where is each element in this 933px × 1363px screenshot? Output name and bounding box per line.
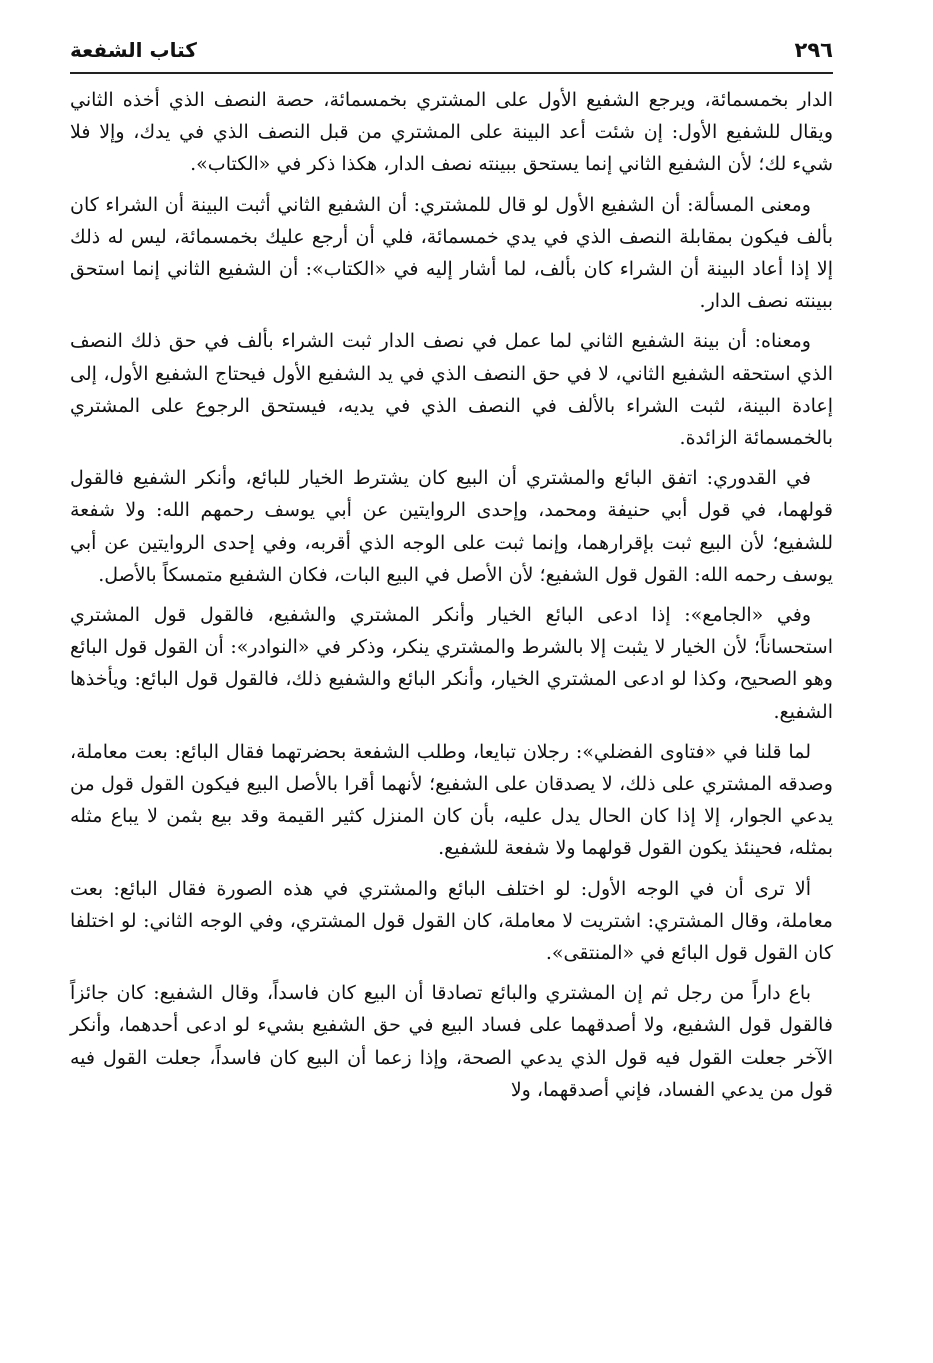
paragraph: باع داراً من رجل ثم إن المشتري والبائع تصادقا أن البيع كان فاسداً، وقال الشفيع: كان جائزاً فالقول قول الشفيع، ولا أصدقهما على فساد البيع في حق الشفيع بشيء لو ادعى أحدهما، وأنكر الآخر جعلت القول فيه قول الذي يدعي الصحة، وإذا زعما أن البيع كان فاسداً، جعلت القول فيه قول من يدعي الفساد، فإني أصدقهما، ولا [70, 982, 833, 1101]
paragraph: لما قلنا في «فتاوى الفضلي»: رجلان تبايعا، وطلب الشفعة بحضرتهما فقال البائع: بعت معاملة، وصدقه المشتري على ذلك، لا يصدقان على الشفيع؛ لأنهما أقرا بالأصل البيع فيكون القول قول من يدعي الجوار، إلا إذا كان الحال يدل عليه، بأن كان المنزل كثير القيمة وقد بيع بثمن لا يباع مثله بمثله، فحينئذ يكون القول قولهما ولا شفعة للشفيع. [70, 740, 833, 860]
paragraph: في القدوري: اتفق البائع والمشتري أن البيع كان يشترط الخيار للبائع، وأنكر الشفيع فالقول قولهما، في قول أبي حنيفة ومحمد، وإحدى الروايتين عن أبي يوسف رحمهم الله: ولا شفعة للشفيع؛ لأن البيع ثبت بإقرارهما، وإنما ثبت على الوجه الذي أقربه، وفي إحدى الروايتين عن أبي يوسف رحمه الله: القول قول الشفيع؛ لأن الأصل في البيع البات، فكان الشفيع متمسكاً بالأصل. [70, 467, 833, 586]
paragraph: ومعنى المسألة: أن الشفيع الأول لو قال للمشتري: أن الشفيع الثاني أثبت البينة أن الشراء كان بألف فيكون بمقابلة النصف الذي في يدي خمسمائة، فلي أن أرجع عليك بخمسمائة، ليس له ذلك إلا إذا أعاد البينة أن الشراء كان بألف، لما أشار إليه في «الكتاب»: أن الشفيع الثاني إنما استحق ببينته نصف الدار. [70, 193, 833, 313]
paragraph: ومعناه: أن بينة الشفيع الثاني لما عمل في نصف الدار ثبت الشراء بألف في حق ذلك النصف الذي استحقه الشفيع الثاني، لا في حق النصف الذي في يد الشفيع الأول فيحتاج الشفيع الأول، إلى إعادة البينة، لثبت الشراء بالألف في النصف الذي في يديه، فيستحق الرجوع على المشتري بالخمسمائة الزائدة. [70, 330, 833, 450]
body-text [70, 84, 833, 1106]
paragraph: وفي «الجامع»: إذا ادعى البائع الخيار وأنكر المشتري والشفيع، فالقول قول المشتري استحساناً؛ لأن الخيار لا يثبت إلا بالشرط والمشتري ينكر، وذكر في «النوادر»: أن القول قول البائع وهو الصحيح، وكذا لو ادعى المشتري الخيار، وأنكر البائع والشفيع ذلك، فالقول قول البائع: ويأخذها الشفيع. [70, 604, 833, 723]
header-divider [70, 72, 833, 74]
running-title: كتاب الشفعة [70, 38, 197, 62]
page-header [70, 32, 833, 68]
paragraph: ألا ترى أن في الوجه الأول: لو اختلف البائع والمشتري في هذه الصورة فقال البائع: بعت معاملة، وقال المشتري: اشتريت لا معاملة، كان القول قول المشتري، وفي الوجه الثاني: لو اختلفا كان القول قول البائع في «المنتقى». [70, 877, 833, 965]
paragraph: الدار بخمسمائة، ويرجع الشفيع الأول على المشتري بخمسمائة، حصة النصف الذي أخذه الثاني ويقال للشفيع الأول: إن شئت أعد البينة على المشتري من قبل النصف الذي في يدك، وإلا فلا شيء لك؛ لأن الشفيع الثاني إنما يستحق ببينته نصف الدار، هكذا ذكر في «الكتاب». [70, 89, 833, 176]
page-number: ٢٩٦ [794, 38, 833, 62]
